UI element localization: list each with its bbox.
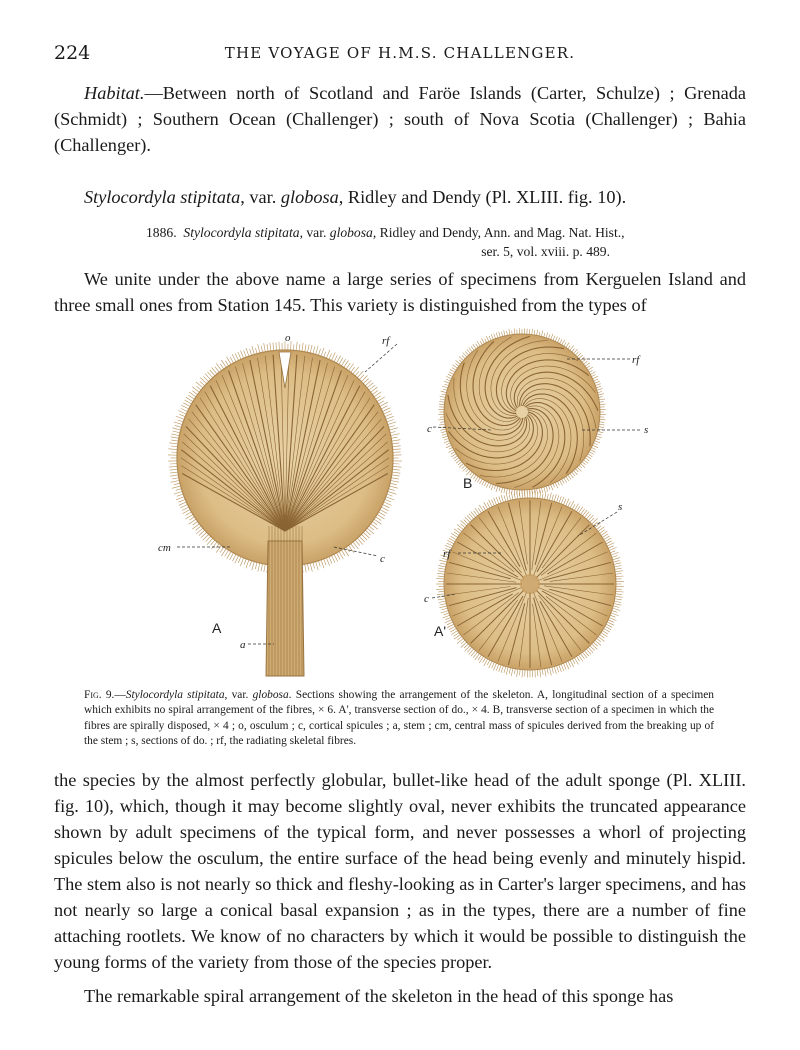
habitat-paragraph — [54, 80, 746, 158]
label-B: B — [463, 475, 473, 491]
label-a: a — [240, 639, 246, 651]
figure-caption — [84, 688, 714, 749]
closing-paragraph: The remarkable spiral arrangement of the skeleton in the head of this sponge has — [84, 986, 674, 1006]
label-cm: cm — [158, 542, 171, 554]
syn-var-word: , var. — [299, 225, 330, 240]
running-title: THE VOYAGE OF H.M.S. CHALLENGER. — [224, 44, 576, 62]
syn-name: Stylocordyla stipitata — [183, 225, 300, 240]
caption-var-word: , var. — [224, 689, 253, 701]
species-variety: globosa — [280, 187, 339, 207]
page-header — [54, 42, 746, 66]
specimen-a-prime-central-mass — [520, 574, 540, 594]
syn-ref-line1: , Ridley and Dendy, Ann. and Mag. Nat. Hist., — [372, 225, 625, 240]
specimen-a-prime — [436, 490, 624, 677]
specimen-b — [438, 328, 606, 496]
species-var-word: , var. — [240, 187, 281, 207]
syn-variety: globosa — [329, 225, 373, 240]
syn-ref-line2: ser. 5, vol. xviii. p. 489. — [481, 244, 610, 259]
species-heading — [84, 187, 626, 208]
specimen-a-stem — [266, 541, 304, 676]
label-c-a: c — [380, 553, 385, 565]
label-rf-b: rf — [632, 354, 640, 366]
species-authority: , Ridley and Dendy (Pl. XLIII. fig. 10). — [338, 187, 627, 207]
specimen-a — [168, 341, 402, 676]
caption-variety: globosa — [252, 689, 289, 701]
syn-year: 1886. — [146, 225, 177, 240]
caption-text: . Sections showing the arrangement of the skeleton. A, longitudinal section of a specimen which exhibits no spiral arrangement of the fibres, × 6. A', transverse section of do., × 4. B, transverse section of a specimen in which the fibres are spirally disposed, × 4 ; o, osculum ; c, cortical spicules ; a, stem ; cm, central mass of spicules derived from the breaking up of the stem ; s, sections of do. ; rf, the radiating skeletal fibres. — [84, 689, 715, 747]
page-number: 224 — [54, 42, 91, 64]
synonymy-reference — [146, 223, 746, 261]
caption-dash: — — [114, 689, 126, 701]
label-c-aprime: c — [424, 593, 429, 605]
label-A-prime: A' — [434, 623, 447, 639]
intro-paragraph: We unite under the above name a large series of specimens from Kerguelen Island and three small ones from Station 145. This variety is distinguished from the types of — [54, 269, 746, 315]
habitat-text: —Between north of Scotland and Faröe Islands (Carter, Schulze) ; Grenada (Schmidt) ; Southern Ocean (Challenger) ; south of Nova Scotia (Challenger) ; Bahia (Challenger). — [54, 83, 746, 155]
label-rf-aprime: rf — [443, 548, 451, 560]
figure-9 — [150, 326, 650, 686]
habitat-label: Habitat. — [84, 83, 145, 103]
label-c-b: c — [427, 423, 432, 435]
specimen-b-section — [444, 334, 600, 490]
label-o: o — [285, 332, 291, 344]
caption-fig-label: Fig. 9. — [84, 689, 115, 701]
body-paragraph: the species by the almost perfectly globular, bullet-like head of the adult sponge (Pl. XLIII. fig. 10), which, though it may become slightly oval, never exhibits the truncated appearance shown by adult specimens of the typical form, and never possesses a whorl of projecting spicules below the osculum, the entire surface of the head being evenly and minutely hispid. The stem also is not nearly so thick and fleshy-looking as in Carter's larger specimens, and has not nearly so large a conical basal expansion ; as in the types, there are a number of fine attaching rootlets. We know of no characters by which it would be possible to distinguish the young forms of the variety from those of the species proper. — [54, 770, 746, 972]
label-rf-a: rf — [382, 335, 390, 347]
caption-species: Stylocordyla stipitata — [125, 689, 225, 701]
label-A: A — [212, 620, 222, 636]
species-name: Stylocordyla stipitata — [84, 187, 241, 207]
label-s-b: s — [644, 424, 649, 436]
label-s-aprime: s — [618, 501, 623, 513]
